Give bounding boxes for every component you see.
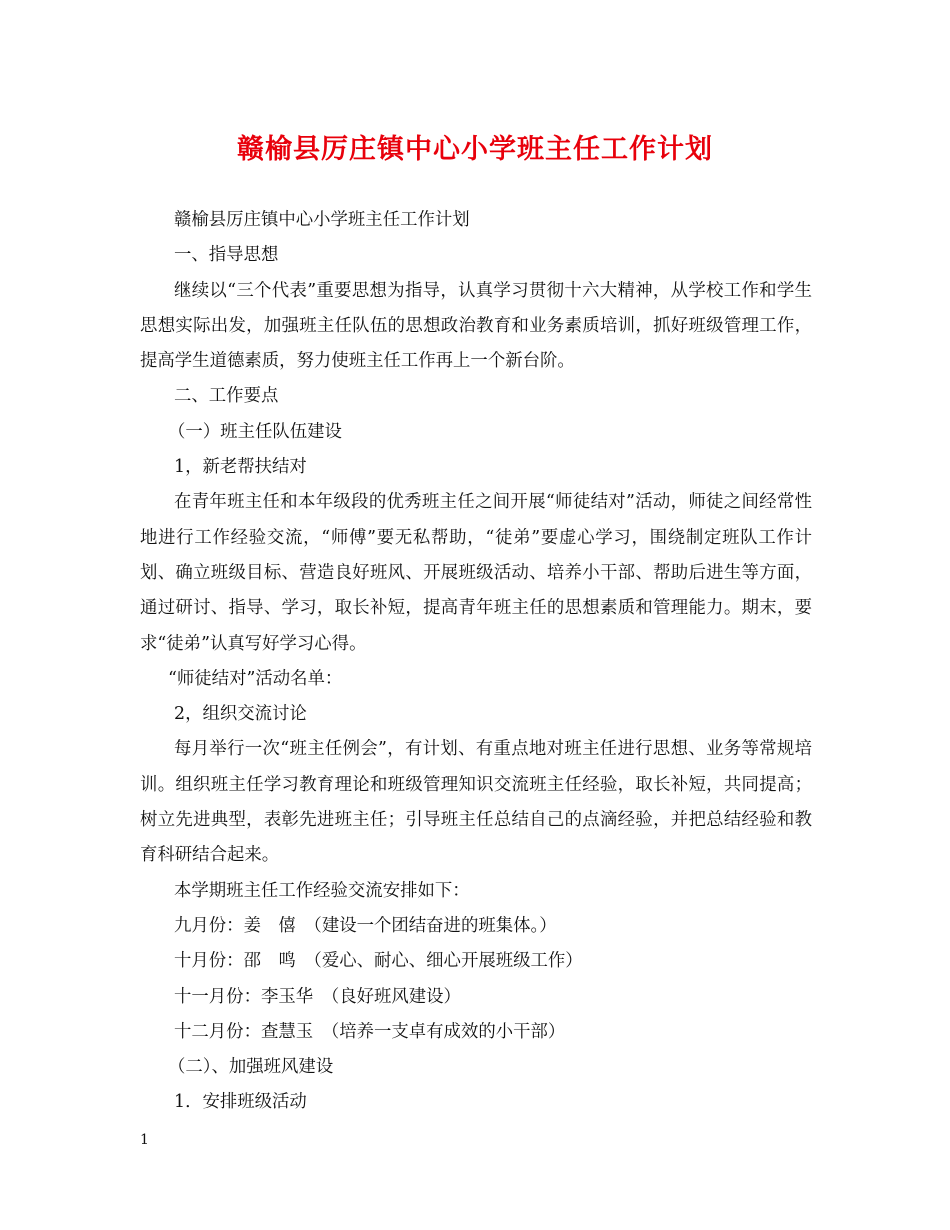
body-paragraph: 一、指导思想 [174,245,279,266]
body-paragraph: 2，组织交流讨论 [174,704,307,725]
body-paragraph: 九月份：姜 僖 （建设一个团结奋进的班集体。） [174,915,557,936]
body-paragraph: 每月举行一次“班主任例会”，有计划、有重点地对班主任进行思想、业务等常规培训。组织班主任学习教育理论和班级管理知识交流班主任经验，取长补短，共同提高；树立先进典型，表彰先进班主任；引导班主任总结自己的点滴经验，并把总结经验和教育科研结合起来。 [140,739,812,866]
body-paragraph: （一）班主任队伍建设 [168,421,342,442]
body-paragraph: 在青年班主任和本年级段的优秀班主任之间开展“师徒结对”活动，师徒之间经常性地进行工作经验交流，“师傅”要无私帮助，“徒弟”要虚心学习，围绕制定班队工作计划、确立班级目标、营造良好班风、开展班级活动、培养小干部、帮助后进生等方面，通过研讨、指导、学习，取长补短，提高青年班主任的思想素质和管理能力。期末，要求“徒弟”认真写好学习心得。 [140,492,812,654]
body-paragraph: 1，新老帮扶结对 [174,457,307,478]
page-number: 1 [140,1132,149,1148]
document-title: 赣榆县厉庄镇中心小学班主任工作计划 [237,134,713,165]
body-paragraph: 本学期班主任工作经验交流安排如下： [174,880,470,901]
body-paragraph: （二）、加强班风建设 [168,1057,334,1078]
body-paragraph: 十二月份：查慧玉 （培养一支卓有成效的小干部） [174,1021,566,1042]
body-paragraph: “师徒结对”活动名单： [168,668,343,689]
document-body [140,203,812,1121]
body-paragraph: 继续以“三个代表”重要思想为指导，认真学习贯彻十六大精神，从学校工作和学生思想实际出发，加强班主任队伍的思想政治教育和业务素质培训，抓好班级管理工作，提高学生道德素质，努力使班主任工作再上一个新台阶。 [140,280,812,372]
body-paragraph: 赣榆县厉庄镇中心小学班主任工作计划 [174,210,470,230]
body-paragraph: 十月份：邵 鸣 （爱心、耐心、细心开展班级工作） [174,951,583,972]
body-paragraph: 二、工作要点 [174,386,279,407]
body-paragraph: 1．安排班级活动 [174,1092,307,1113]
body-paragraph: 十一月份：李玉华 （良好班风建设） [174,986,461,1007]
